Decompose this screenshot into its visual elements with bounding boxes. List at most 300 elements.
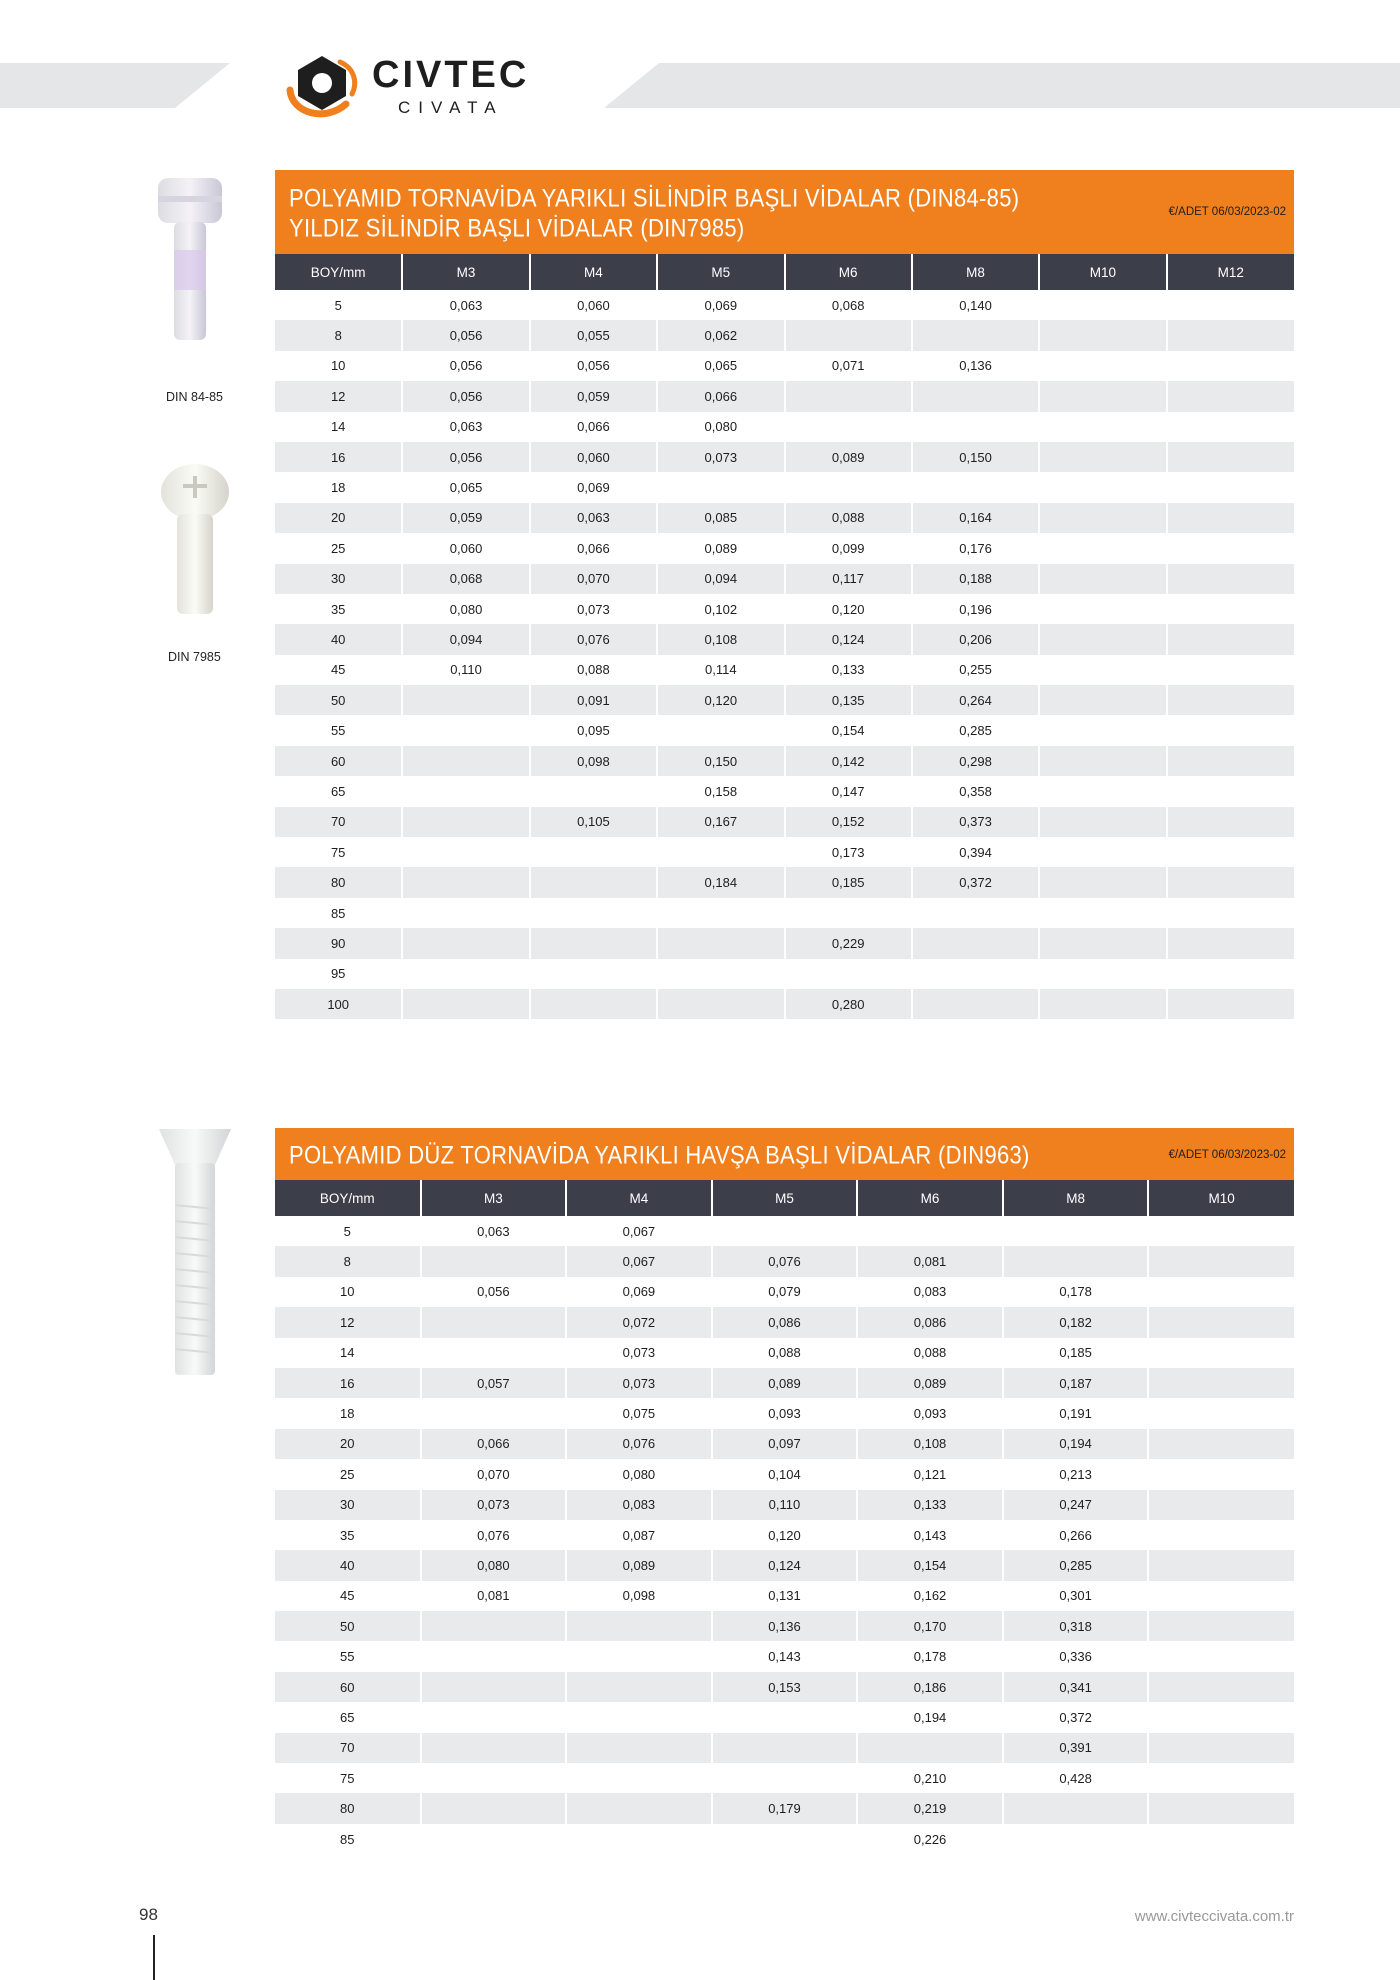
price-cell: 0,085 xyxy=(657,503,784,533)
section-din84-85-din7985 xyxy=(275,170,1294,1019)
price-cell: 0,076 xyxy=(421,1520,567,1550)
length-cell: 12 xyxy=(275,381,402,411)
table-row xyxy=(275,624,1294,654)
header-band-left xyxy=(0,63,230,108)
price-cell xyxy=(1167,503,1294,533)
section-din963 xyxy=(275,1128,1294,1854)
price-cell xyxy=(1148,1702,1294,1732)
price-cell xyxy=(530,867,657,897)
price-cell xyxy=(785,412,912,442)
price-cell xyxy=(712,1216,858,1246)
price-cell: 0,167 xyxy=(657,807,784,837)
price-cell: 0,065 xyxy=(657,351,784,381)
price-cell xyxy=(785,320,912,350)
price-cell: 0,266 xyxy=(1003,1520,1149,1550)
brand-name: CIVTEC xyxy=(372,54,530,96)
price-cell: 0,206 xyxy=(912,624,1039,654)
price-cell: 0,080 xyxy=(421,1550,567,1580)
price-cell xyxy=(421,1793,567,1823)
price-cell xyxy=(1148,1398,1294,1428)
section2-price-note: €/ADET 06/03/2023-02 xyxy=(1168,1149,1286,1161)
price-cell: 0,280 xyxy=(785,989,912,1019)
price-cell xyxy=(1167,533,1294,563)
price-cell: 0,091 xyxy=(530,685,657,715)
price-cell xyxy=(1039,776,1166,806)
price-cell xyxy=(402,776,529,806)
price-cell: 0,341 xyxy=(1003,1672,1149,1702)
price-cell: 0,069 xyxy=(530,472,657,502)
price-cell: 0,255 xyxy=(912,655,1039,685)
price-cell xyxy=(1039,807,1166,837)
price-cell: 0,105 xyxy=(530,807,657,837)
price-cell xyxy=(566,1763,712,1793)
price-cell xyxy=(530,898,657,928)
table-row xyxy=(275,594,1294,624)
length-cell: 16 xyxy=(275,1368,421,1398)
length-cell: 65 xyxy=(275,776,402,806)
price-cell xyxy=(1003,1216,1149,1246)
price-cell xyxy=(1039,290,1166,320)
price-cell xyxy=(912,412,1039,442)
price-cell: 0,060 xyxy=(530,442,657,472)
price-cell xyxy=(1148,1429,1294,1459)
table-row xyxy=(275,685,1294,715)
column-header: M5 xyxy=(657,254,784,290)
price-cell xyxy=(1167,989,1294,1019)
length-cell: 18 xyxy=(275,472,402,502)
price-cell xyxy=(1039,351,1166,381)
section2-price-table xyxy=(275,1180,1294,1854)
table-row xyxy=(275,472,1294,502)
price-cell: 0,073 xyxy=(530,594,657,624)
table-row xyxy=(275,1277,1294,1307)
price-cell: 0,135 xyxy=(785,685,912,715)
length-cell: 100 xyxy=(275,989,402,1019)
price-cell: 0,067 xyxy=(566,1246,712,1276)
length-cell: 45 xyxy=(275,1581,421,1611)
section1-title-line2: YILDIZ SİLİNDİR BAŞLI VİDALAR (DIN7985) xyxy=(289,214,745,242)
price-cell: 0,095 xyxy=(530,715,657,745)
price-cell: 0,059 xyxy=(530,381,657,411)
table-row xyxy=(275,989,1294,1019)
price-cell xyxy=(657,959,784,989)
length-cell: 90 xyxy=(275,928,402,958)
length-cell: 25 xyxy=(275,1459,421,1489)
table-row xyxy=(275,381,1294,411)
price-cell: 0,068 xyxy=(402,564,529,594)
price-cell: 0,173 xyxy=(785,837,912,867)
price-cell xyxy=(1148,1277,1294,1307)
price-cell xyxy=(566,1702,712,1732)
price-cell: 0,073 xyxy=(421,1490,567,1520)
table-row xyxy=(275,1824,1294,1854)
price-cell: 0,075 xyxy=(566,1398,712,1428)
price-cell xyxy=(530,928,657,958)
price-cell: 0,194 xyxy=(1003,1429,1149,1459)
price-cell xyxy=(712,1763,858,1793)
length-cell: 30 xyxy=(275,1490,421,1520)
price-cell xyxy=(530,989,657,1019)
price-cell xyxy=(402,715,529,745)
table-row xyxy=(275,1398,1294,1428)
price-cell: 0,060 xyxy=(402,533,529,563)
price-cell xyxy=(566,1824,712,1854)
price-cell xyxy=(402,989,529,1019)
length-cell: 20 xyxy=(275,1429,421,1459)
table-row xyxy=(275,503,1294,533)
price-cell: 0,131 xyxy=(712,1581,858,1611)
price-cell xyxy=(421,1824,567,1854)
length-cell: 18 xyxy=(275,1398,421,1428)
price-cell: 0,063 xyxy=(421,1216,567,1246)
hex-nut-logo-icon xyxy=(282,52,362,122)
column-header: M3 xyxy=(421,1180,567,1216)
table-row xyxy=(275,1368,1294,1398)
price-cell xyxy=(1167,685,1294,715)
price-cell xyxy=(421,1763,567,1793)
price-cell: 0,089 xyxy=(566,1550,712,1580)
price-cell: 0,120 xyxy=(785,594,912,624)
price-cell: 0,089 xyxy=(857,1368,1003,1398)
price-cell: 0,057 xyxy=(421,1368,567,1398)
column-header: M12 xyxy=(1167,254,1294,290)
price-cell xyxy=(1148,1368,1294,1398)
price-cell xyxy=(1003,1793,1149,1823)
price-cell: 0,097 xyxy=(712,1429,858,1459)
price-cell: 0,070 xyxy=(421,1459,567,1489)
table-row xyxy=(275,1550,1294,1580)
price-cell xyxy=(1167,351,1294,381)
price-cell: 0,372 xyxy=(912,867,1039,897)
price-cell: 0,065 xyxy=(402,472,529,502)
price-cell: 0,110 xyxy=(712,1490,858,1520)
price-cell: 0,110 xyxy=(402,655,529,685)
price-cell: 0,088 xyxy=(785,503,912,533)
price-cell xyxy=(421,1702,567,1732)
price-cell: 0,150 xyxy=(912,442,1039,472)
price-cell xyxy=(1039,533,1166,563)
length-cell: 10 xyxy=(275,1277,421,1307)
price-cell: 0,099 xyxy=(785,533,912,563)
price-cell xyxy=(421,1398,567,1428)
table-row xyxy=(275,776,1294,806)
price-cell xyxy=(402,898,529,928)
price-cell xyxy=(1039,837,1166,867)
length-cell: 8 xyxy=(275,320,402,350)
price-cell xyxy=(1148,1793,1294,1823)
price-cell: 0,147 xyxy=(785,776,912,806)
price-cell: 0,117 xyxy=(785,564,912,594)
length-cell: 14 xyxy=(275,1338,421,1368)
price-cell xyxy=(1148,1763,1294,1793)
price-cell: 0,089 xyxy=(657,533,784,563)
price-cell xyxy=(657,989,784,1019)
price-cell xyxy=(657,472,784,502)
price-cell xyxy=(1039,472,1166,502)
price-cell xyxy=(566,1733,712,1763)
price-cell: 0,153 xyxy=(712,1672,858,1702)
price-cell xyxy=(1167,837,1294,867)
price-cell: 0,088 xyxy=(712,1338,858,1368)
price-cell: 0,093 xyxy=(712,1398,858,1428)
column-header: M10 xyxy=(1039,254,1166,290)
price-cell: 0,219 xyxy=(857,1793,1003,1823)
screw-image-din7985 xyxy=(155,462,235,617)
price-cell xyxy=(1167,959,1294,989)
table-row xyxy=(275,1490,1294,1520)
price-cell xyxy=(530,959,657,989)
price-cell xyxy=(1039,564,1166,594)
price-cell: 0,120 xyxy=(712,1520,858,1550)
price-cell: 0,213 xyxy=(1003,1459,1149,1489)
price-cell xyxy=(857,1733,1003,1763)
price-cell xyxy=(402,807,529,837)
length-cell: 55 xyxy=(275,715,402,745)
price-cell xyxy=(402,685,529,715)
price-cell: 0,063 xyxy=(402,290,529,320)
price-cell xyxy=(657,715,784,745)
table-row xyxy=(275,290,1294,320)
table-row xyxy=(275,442,1294,472)
price-cell xyxy=(1003,1824,1149,1854)
price-cell: 0,358 xyxy=(912,776,1039,806)
price-cell xyxy=(785,472,912,502)
price-cell: 0,108 xyxy=(657,624,784,654)
price-cell: 0,067 xyxy=(566,1216,712,1246)
price-cell xyxy=(785,381,912,411)
price-cell xyxy=(1039,655,1166,685)
price-cell xyxy=(1148,1490,1294,1520)
price-cell xyxy=(1167,867,1294,897)
price-cell xyxy=(1039,898,1166,928)
length-cell: 60 xyxy=(275,1672,421,1702)
price-cell xyxy=(1167,472,1294,502)
price-cell xyxy=(1167,807,1294,837)
price-cell: 0,184 xyxy=(657,867,784,897)
table-row xyxy=(275,1581,1294,1611)
price-cell xyxy=(1039,685,1166,715)
price-cell: 0,285 xyxy=(912,715,1039,745)
length-cell: 12 xyxy=(275,1307,421,1337)
price-cell: 0,162 xyxy=(857,1581,1003,1611)
price-cell: 0,056 xyxy=(402,381,529,411)
price-cell: 0,076 xyxy=(530,624,657,654)
price-cell: 0,188 xyxy=(912,564,1039,594)
price-cell xyxy=(912,959,1039,989)
price-cell: 0,094 xyxy=(402,624,529,654)
brand-subtitle: CIVATA xyxy=(398,98,504,117)
price-cell: 0,060 xyxy=(530,290,657,320)
price-cell xyxy=(402,959,529,989)
length-cell: 35 xyxy=(275,1520,421,1550)
price-cell: 0,136 xyxy=(712,1611,858,1641)
price-cell xyxy=(566,1611,712,1641)
price-cell xyxy=(1039,320,1166,350)
price-cell: 0,179 xyxy=(712,1793,858,1823)
price-cell xyxy=(1167,564,1294,594)
price-cell: 0,264 xyxy=(912,685,1039,715)
price-cell: 0,178 xyxy=(857,1641,1003,1671)
length-cell: 75 xyxy=(275,837,402,867)
screw-image-din84 xyxy=(150,170,230,345)
length-cell: 40 xyxy=(275,624,402,654)
price-cell: 0,086 xyxy=(857,1307,1003,1337)
price-cell: 0,185 xyxy=(1003,1338,1149,1368)
price-cell xyxy=(1039,959,1166,989)
price-cell xyxy=(566,1793,712,1823)
column-header: M3 xyxy=(402,254,529,290)
column-header: BOY/mm xyxy=(275,1180,421,1216)
price-cell: 0,158 xyxy=(657,776,784,806)
column-header: M8 xyxy=(912,254,1039,290)
price-cell: 0,079 xyxy=(712,1277,858,1307)
price-cell xyxy=(1039,442,1166,472)
column-header: M6 xyxy=(857,1180,1003,1216)
footer-divider xyxy=(153,1935,155,1980)
length-cell: 16 xyxy=(275,442,402,472)
length-cell: 8 xyxy=(275,1246,421,1276)
table-row xyxy=(275,1429,1294,1459)
price-cell xyxy=(1167,412,1294,442)
length-cell: 80 xyxy=(275,1793,421,1823)
price-cell xyxy=(1039,989,1166,1019)
section2-title-line1: POLYAMID DÜZ TORNAVİDA YARIKLI HAVŞA BAŞLI VİDALAR (DIN963) xyxy=(289,1141,1030,1169)
price-cell xyxy=(1039,381,1166,411)
price-cell xyxy=(402,928,529,958)
price-cell: 0,098 xyxy=(530,746,657,776)
price-cell: 0,136 xyxy=(912,351,1039,381)
price-cell xyxy=(657,898,784,928)
length-cell: 10 xyxy=(275,351,402,381)
table-row xyxy=(275,959,1294,989)
price-cell xyxy=(1039,867,1166,897)
price-cell xyxy=(421,1611,567,1641)
price-cell xyxy=(421,1246,567,1276)
table-row xyxy=(275,867,1294,897)
price-cell: 0,066 xyxy=(530,412,657,442)
table-row xyxy=(275,1641,1294,1671)
price-cell xyxy=(1039,503,1166,533)
price-cell: 0,186 xyxy=(857,1672,1003,1702)
length-cell: 55 xyxy=(275,1641,421,1671)
length-cell: 95 xyxy=(275,959,402,989)
length-cell: 50 xyxy=(275,1611,421,1641)
price-cell xyxy=(1167,442,1294,472)
price-cell xyxy=(712,1702,858,1732)
length-cell: 25 xyxy=(275,533,402,563)
price-cell: 0,187 xyxy=(1003,1368,1149,1398)
price-cell: 0,229 xyxy=(785,928,912,958)
price-cell: 0,191 xyxy=(1003,1398,1149,1428)
din-7985-label: DIN 7985 xyxy=(168,650,221,664)
price-cell xyxy=(1148,1338,1294,1368)
price-cell xyxy=(1167,746,1294,776)
length-cell: 75 xyxy=(275,1763,421,1793)
price-cell: 0,104 xyxy=(712,1459,858,1489)
table-row xyxy=(275,1338,1294,1368)
length-cell: 85 xyxy=(275,898,402,928)
price-cell xyxy=(1148,1216,1294,1246)
price-cell: 0,140 xyxy=(912,290,1039,320)
price-cell: 0,178 xyxy=(1003,1277,1149,1307)
price-cell: 0,063 xyxy=(402,412,529,442)
length-cell: 5 xyxy=(275,1216,421,1246)
price-cell: 0,196 xyxy=(912,594,1039,624)
section1-price-note: €/ADET 06/03/2023-02 xyxy=(1168,206,1286,218)
price-cell xyxy=(1167,898,1294,928)
price-cell: 0,154 xyxy=(857,1550,1003,1580)
price-cell xyxy=(1148,1520,1294,1550)
price-cell xyxy=(912,320,1039,350)
header-band-right xyxy=(604,63,1400,108)
price-cell: 0,056 xyxy=(402,320,529,350)
price-cell: 0,114 xyxy=(657,655,784,685)
length-cell: 20 xyxy=(275,503,402,533)
table-row xyxy=(275,1459,1294,1489)
price-cell: 0,055 xyxy=(530,320,657,350)
price-cell: 0,143 xyxy=(712,1641,858,1671)
website-link[interactable]: www.civteccivata.com.tr xyxy=(1134,1908,1294,1925)
price-cell: 0,062 xyxy=(657,320,784,350)
price-cell xyxy=(1039,715,1166,745)
length-cell: 70 xyxy=(275,807,402,837)
price-cell: 0,063 xyxy=(530,503,657,533)
length-cell: 14 xyxy=(275,412,402,442)
price-cell xyxy=(402,746,529,776)
price-cell: 0,210 xyxy=(857,1763,1003,1793)
column-header: M5 xyxy=(712,1180,858,1216)
price-cell xyxy=(1167,594,1294,624)
price-cell xyxy=(1167,655,1294,685)
price-cell: 0,391 xyxy=(1003,1733,1149,1763)
price-cell xyxy=(657,837,784,867)
price-cell: 0,194 xyxy=(857,1702,1003,1732)
price-cell: 0,083 xyxy=(566,1490,712,1520)
price-cell: 0,247 xyxy=(1003,1490,1149,1520)
price-cell: 0,080 xyxy=(566,1459,712,1489)
table-row xyxy=(275,715,1294,745)
price-cell xyxy=(1039,624,1166,654)
table-row xyxy=(275,1520,1294,1550)
length-cell: 70 xyxy=(275,1733,421,1763)
price-cell xyxy=(1167,290,1294,320)
length-cell: 5 xyxy=(275,290,402,320)
price-cell: 0,176 xyxy=(912,533,1039,563)
price-cell: 0,098 xyxy=(566,1581,712,1611)
length-cell: 50 xyxy=(275,685,402,715)
column-header: M6 xyxy=(785,254,912,290)
table-row xyxy=(275,655,1294,685)
price-cell xyxy=(1167,381,1294,411)
price-cell: 0,093 xyxy=(857,1398,1003,1428)
price-cell: 0,066 xyxy=(657,381,784,411)
price-cell: 0,133 xyxy=(785,655,912,685)
price-cell: 0,373 xyxy=(912,807,1039,837)
price-cell: 0,298 xyxy=(912,746,1039,776)
table-row xyxy=(275,1793,1294,1823)
price-cell: 0,108 xyxy=(857,1429,1003,1459)
price-cell: 0,073 xyxy=(566,1338,712,1368)
price-cell: 0,070 xyxy=(530,564,657,594)
price-cell xyxy=(1148,1550,1294,1580)
table-row xyxy=(275,564,1294,594)
price-cell xyxy=(1039,928,1166,958)
price-cell xyxy=(912,928,1039,958)
price-cell: 0,121 xyxy=(857,1459,1003,1489)
price-cell: 0,154 xyxy=(785,715,912,745)
column-header: M4 xyxy=(530,254,657,290)
price-cell: 0,428 xyxy=(1003,1763,1149,1793)
